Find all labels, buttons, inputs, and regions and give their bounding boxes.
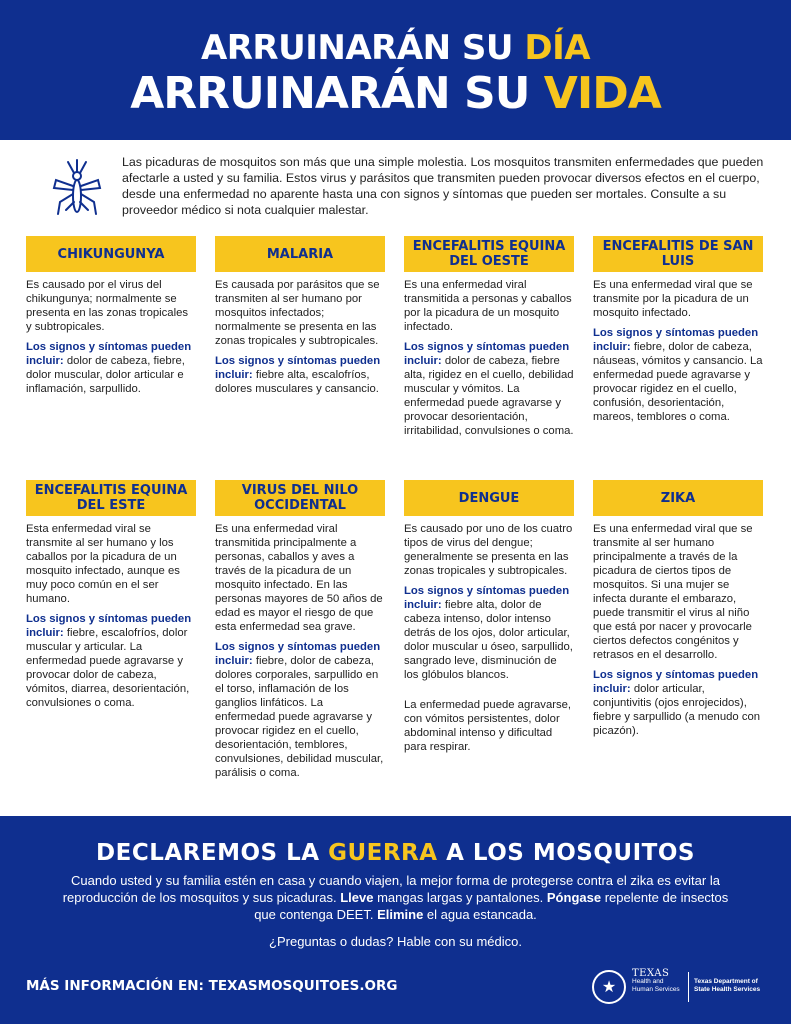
disease-card-zika — [593, 480, 763, 738]
star-seal-icon: ★ — [592, 970, 626, 1004]
disease-symptoms — [593, 326, 763, 424]
disease-symptoms — [215, 640, 385, 780]
disease-extra: La enfermedad puede agravarse, con vómitos persistentes, dolor abdominal intenso y dificultad para respirar. — [404, 699, 572, 753]
footer-body-bold: Póngase — [546, 890, 602, 905]
logo-divider — [688, 972, 689, 1002]
disease-title: ZIKA — [593, 480, 763, 516]
disease-title: MALARIA — [215, 236, 385, 272]
headline-line-1 — [0, 28, 791, 68]
symptoms-text: dolor de cabeza, fiebre, dolor muscular, dolor articular e inflamación, sarpullido. — [26, 355, 185, 395]
footer-title-prefix: DECLAREMOS LA — [96, 840, 329, 866]
disease-description: Es una enfermedad viral que se transmite al ser humano principalmente a través de la picadura de ciertos tipos de mosquitos. Si una mujer se infecta durante el embarazo, puede transmitir el virus al niño que está por nacer y provocarle ciertos defectos congénitos y retrasos en el desarrollo. — [593, 523, 753, 661]
disease-title: ENCEFALITIS EQUINA DEL OESTE — [404, 236, 574, 272]
headline-1-text: ARRUINARÁN SU — [200, 28, 525, 68]
symptoms-label: Los signos y síntomas pueden incluir: — [404, 341, 570, 367]
symptoms-label: Los signos y síntomas pueden incluir: — [404, 585, 570, 611]
disease-title: ENCEFALITIS EQUINA DEL ESTE — [26, 480, 196, 516]
disease-description: Es causada por parásitos que se transmiten al ser humano por mosquitos infectados; normalmente se presenta en las zonas tropicales y subtropicales. — [215, 279, 380, 347]
dshs-logo-text: Texas Department of State Health Services — [694, 978, 761, 993]
symptoms-label: Los signos y síntomas pueden incluir: — [593, 327, 759, 353]
disease-card-malaria — [215, 236, 385, 396]
headline-2-highlight: VIDA — [543, 68, 661, 119]
footer-question: ¿Preguntas o dudas? Hable con su médico. — [269, 934, 522, 949]
disease-description: Es una enfermedad viral transmitida a personas y caballos por la picadura de un mosquito infectado. — [404, 279, 572, 333]
disease-card-st-louis — [593, 236, 763, 424]
more-info-link[interactable]: MÁS INFORMACIÓN EN: TEXASMOSQUITOES.ORG — [26, 978, 398, 994]
disease-symptoms — [215, 354, 385, 396]
symptoms-label: Los signos y síntomas pueden incluir: — [593, 669, 759, 695]
disease-description: Es causado por uno de los cuatro tipos de virus del dengue; generalmente se presenta en las zonas tropicales y subtropicales. — [404, 523, 573, 577]
disease-card-dengue — [404, 480, 574, 754]
disease-description: Esta enfermedad viral se transmite al ser humano y los caballos por la picadura de un mosquito infectado, aunque es muy poco común en el ser humano. — [26, 523, 180, 605]
intro-section — [52, 154, 772, 224]
symptoms-text: fiebre, dolor de cabeza, náuseas, vómitos y cansancio. La enfermedad puede agravarse y provocar rigidez en el cuello, confusión, desorientación, mareos, temblores o coma. — [593, 341, 763, 423]
disease-description: Es causado por el virus del chikungunya; normalmente se presenta en las zonas tropicales y subtropicales. — [26, 279, 189, 333]
disease-symptoms — [404, 584, 574, 682]
symptoms-text: fiebre alta, escalofríos, dolores musculares y cansancio. — [215, 369, 379, 395]
header-banner — [0, 0, 791, 140]
disease-card-western-equine — [404, 236, 574, 438]
disease-symptoms — [26, 612, 196, 710]
disease-description: Es una enfermedad viral transmitida principalmente a personas, caballos y aves a través de la picadura de un mosquito infectado. En las personas mayores de 50 años de edad es mayor el riesgo de que esta enfermedad sea grave. — [215, 523, 383, 633]
footer-title — [0, 840, 791, 866]
symptoms-label: Los signos y síntomas pueden incluir: — [215, 355, 381, 381]
symptoms-text: fiebre, escalofríos, dolor muscular y articular. La enfermedad puede agravarse y provocar dolor de cabeza, vómitos, diarrea, desorientación, convulsiones o coma. — [26, 627, 190, 709]
disease-description: Es una enfermedad viral que se transmite por la picadura de un mosquito infectado. — [593, 279, 753, 319]
footer-title-suffix: A LOS MOSQUITOS — [437, 840, 695, 866]
footer-body-bold: Elimine — [377, 907, 424, 922]
symptoms-text: dolor articular, conjuntivitis (ojos enrojecidos), fiebre y sarpullido (a menudo con picazón). — [593, 683, 761, 737]
disease-title: DENGUE — [404, 480, 574, 516]
footer-body — [60, 872, 731, 923]
footer-banner — [0, 816, 791, 1024]
footer-body-bold: Lleve — [340, 890, 374, 905]
disease-card-eastern-equine — [26, 480, 196, 710]
disease-symptoms — [593, 668, 763, 738]
symptoms-label: Los signos y síntomas pueden incluir: — [26, 341, 192, 367]
intro-text: Las picaduras de mosquitos son más que una simple molestia. Los mosquitos transmiten enfermedades que pueden afectarle a usted y su familia. Estos virus y parásitos que transmiten pueden provocar diversos efectos en el cuerpo, desde una enfermedad no aparente hasta una con signos y síntomas que pueden ser mortales. Consulte a su proveedor médico si nota cualquier malestar. — [122, 155, 764, 217]
footer-title-highlight: GUERRA — [328, 840, 438, 866]
symptoms-text: fiebre alta, dolor de cabeza intenso, dolor intenso detrás de los ojos, dolor articular, dolor muscular u óseo, sarpullido, sangrado leve, disminución de los glóbulos blancos. — [404, 599, 573, 681]
logo-texas: TEXAS — [632, 968, 670, 979]
texas-logo — [592, 966, 772, 1010]
disease-symptoms — [404, 340, 574, 438]
disease-title: CHIKUNGUNYA — [26, 236, 196, 272]
headline-1-highlight: DÍA — [524, 28, 591, 68]
headline-2-text: ARRUINARÁN SU — [130, 68, 544, 119]
disease-title: VIRUS DEL NILO OCCIDENTAL — [215, 480, 385, 516]
footer-body-part: mangas largas y pantalones. — [373, 890, 547, 905]
footer-body-part: el agua estancada. — [423, 907, 537, 922]
symptoms-label: Los signos y síntomas pueden incluir: — [26, 613, 192, 639]
mosquito-icon — [52, 158, 102, 218]
hhs-logo-text — [632, 970, 684, 994]
symptoms-text: fiebre, dolor de cabeza, dolores corporales, sarpullido en el torso, inflamación de los ganglios linfáticos. La enfermedad puede agravarse y provocar rigidez en el cuello, desorientación, temblores, convulsiones, debilidad muscular, parálisis o coma. — [215, 655, 384, 779]
disease-card-west-nile — [215, 480, 385, 780]
logo-hhs: Health and Human Services — [632, 978, 680, 993]
footer-body-part: Cuando usted y su familia estén en casa y cuando viajen, la mejor forma de protegerse contra el zika es evitar la reproducción de los mosquitos y sus picaduras. — [62, 873, 720, 905]
disease-title: ENCEFALITIS DE SAN LUIS — [593, 236, 763, 272]
disease-card-chikungunya — [26, 236, 196, 396]
disease-symptoms — [26, 340, 196, 396]
headline-line-2 — [0, 68, 791, 119]
symptoms-text: dolor de cabeza, fiebre alta, rigidez en el cuello, debilidad muscular y vómitos. La enfermedad puede agravarse y provocar desorientación, irritabilidad, convulsiones o coma. — [404, 355, 574, 437]
footer-body-part: repelente de insectos que contenga DEET. — [254, 890, 729, 922]
symptoms-label: Los signos y síntomas pueden incluir: — [215, 641, 381, 667]
